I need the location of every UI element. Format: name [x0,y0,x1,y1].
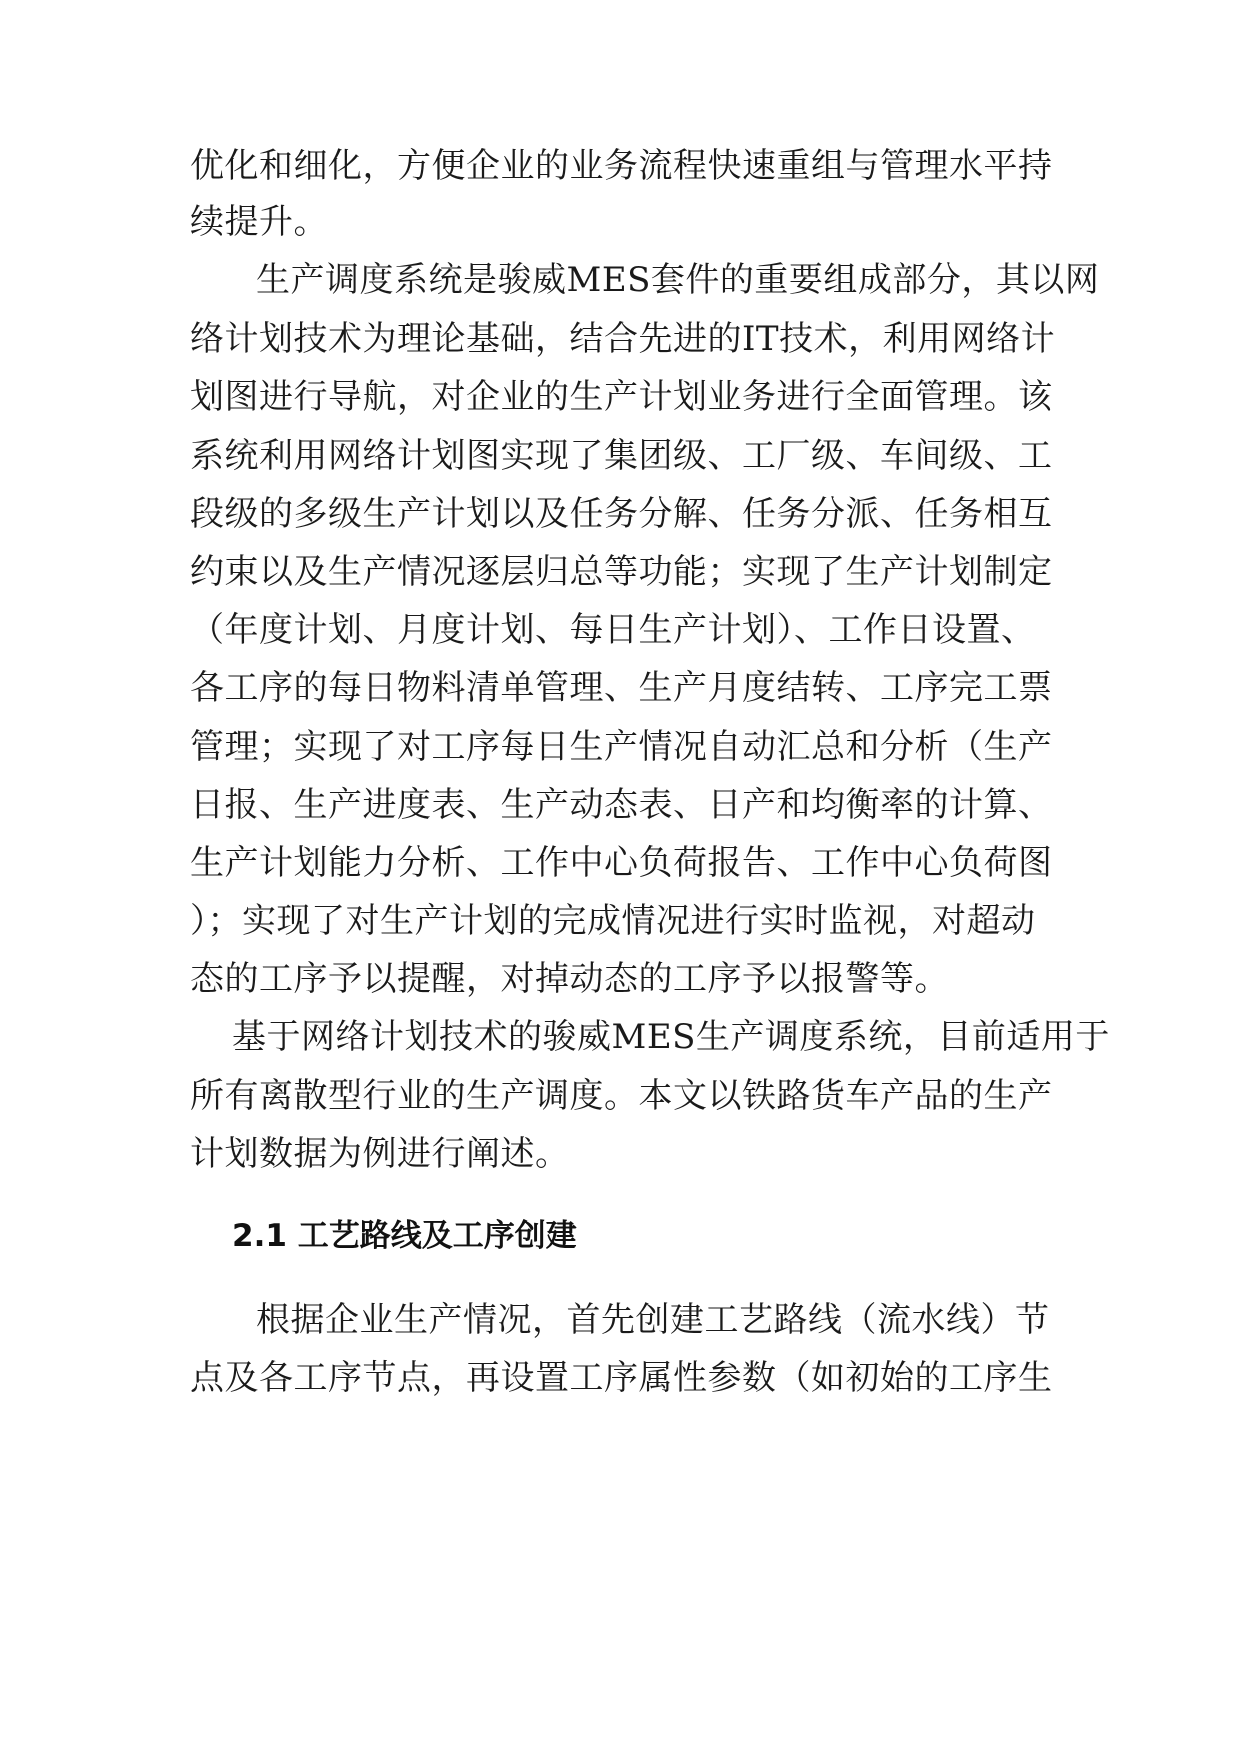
text-line: （年度计划、月度计划、每日生产计划）、工作日设置、 [190,610,1036,650]
text-line: 优化和细化，方便企业的业务流程快速重组与管理水平持 [190,146,1053,186]
text-line: 约束以及生产情况逐层归总等功能；实现了生产计划制定 [190,552,1053,592]
text-line: 计划数据为例进行阐述。 [190,1134,570,1174]
text-line: 所有离散型行业的生产调度。本文以铁路货车产品的生产 [190,1076,1053,1116]
text-line: 点及各工序节点，再设置工序属性参数（如初始的工序生 [190,1358,1053,1398]
text-line: 日报、生产进度表、生产动态表、日产和均衡率的计算、 [190,785,1053,825]
section-heading: 2.1 工艺路线及工序创建 [232,1218,577,1254]
text-line: 管理；实现了对工序每日生产情况自动汇总和分析（生产 [190,727,1053,767]
text-line: 络计划技术为理论基础，结合先进的IT技术，利用网络计 [190,319,1056,359]
text-line: 划图进行导航，对企业的生产计划业务进行全面管理。该 [190,377,1053,417]
text-line: 根据企业生产情况，首先创建工艺路线（流水线）节 [256,1300,1050,1340]
text-line: 生产调度系统是骏威MES套件的重要组成部分，其以网 [256,260,1100,300]
text-line: 各工序的每日物料清单管理、生产月度结转、工序完工票 [190,668,1053,708]
text-line: 段级的多级生产计划以及任务分解、任务分派、任务相互 [190,494,1053,534]
text-line: 生产计划能力分析、工作中心负荷报告、工作中心负荷图 [190,843,1053,883]
text-line: 基于网络计划技术的骏威MES生产调度系统，目前适用于 [232,1017,1110,1057]
text-line: 系统利用网络计划图实现了集团级、工厂级、车间级、工 [190,436,1053,476]
text-line: ）；实现了对生产计划的完成情况进行实时监视，对超动 [190,901,1036,941]
text-line: 态的工序予以提醒，对掉动态的工序予以报警等。 [190,959,949,999]
text-line: 续提升。 [190,202,328,242]
